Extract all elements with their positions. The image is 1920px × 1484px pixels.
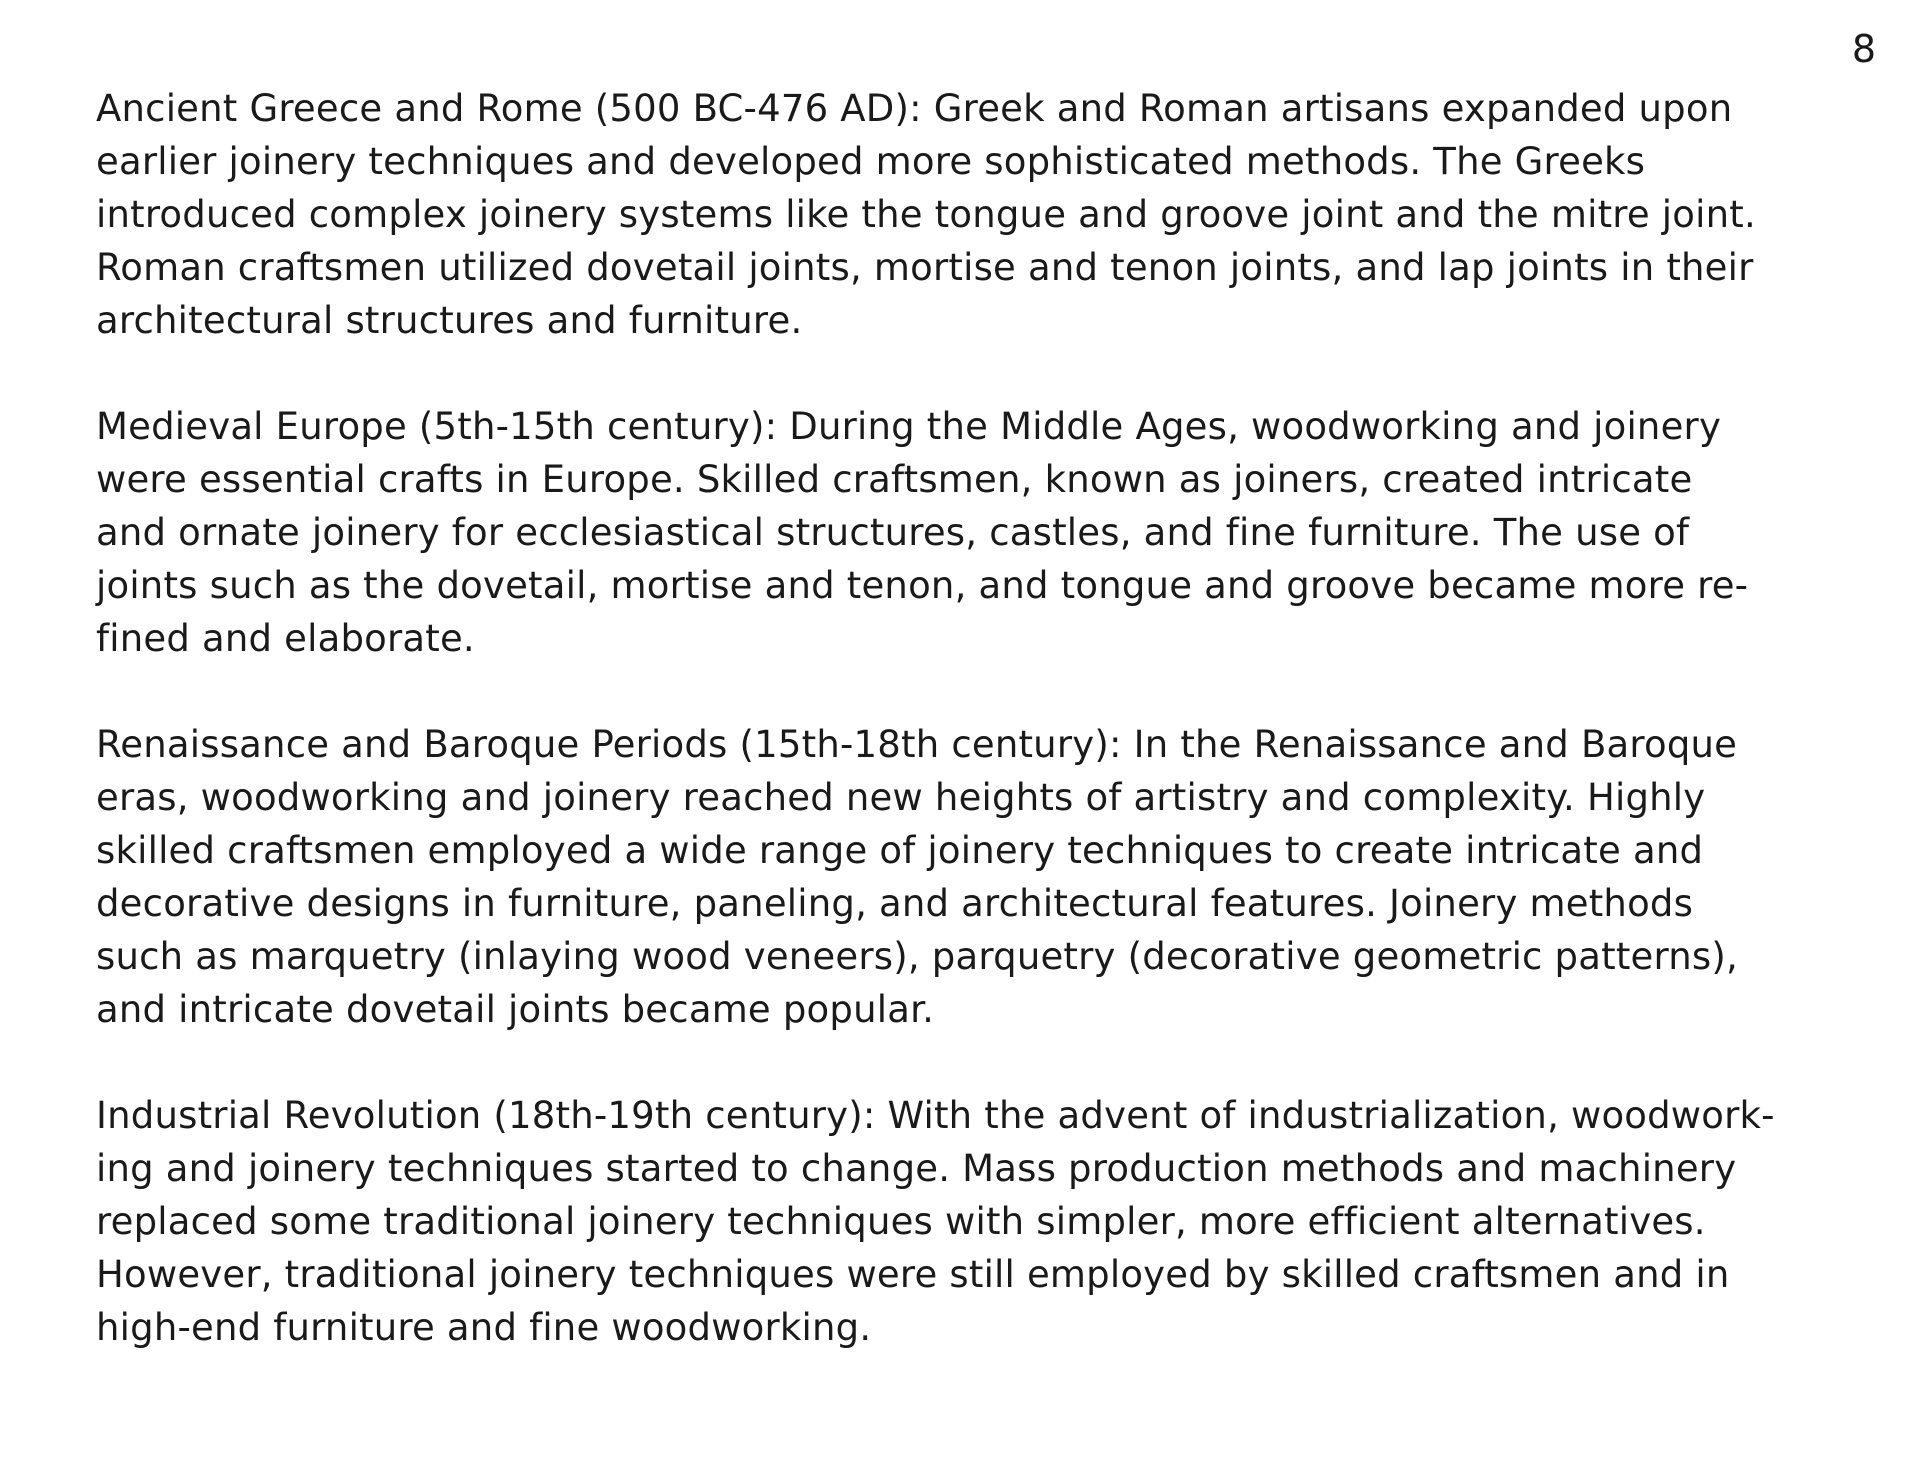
text-line: were essential crafts in Europe. Skilled craftsmen, known as joiners, created intricate	[96, 458, 1693, 501]
text-line: high-end furniture and fine woodworking.	[96, 1306, 872, 1349]
text-line: Roman craftsmen utilized dovetail joints, mortise and tenon joints, and lap joints in their	[96, 246, 1754, 289]
text-line: However, traditional joinery techniques were still employed by skilled craftsmen and in	[96, 1253, 1730, 1296]
text-line: and intricate dovetail joints became popular.	[96, 988, 935, 1031]
text-line: and ornate joinery for ecclesiastical structures, castles, and fine furniture. The use of	[96, 511, 1690, 554]
text-line: earlier joinery techniques and developed more sophisticated methods. The Greeks	[96, 140, 1646, 183]
text-line: Ancient Greece and Rome (500 BC-476 AD): Greek and Roman artisans expanded upon	[96, 87, 1733, 130]
page-number: 8	[1851, 27, 1876, 71]
text-line: eras, woodworking and joinery reached new heights of artistry and complexity. Highly	[96, 776, 1706, 819]
paragraph-medieval-europe	[96, 400, 1836, 665]
text-line: skilled craftsmen employed a wide range of joinery techniques to create intricate and	[96, 829, 1704, 872]
text-line: such as marquetry (inlaying wood veneers), parquetry (decorative geometric patterns),	[96, 935, 1738, 978]
text-line: ing and joinery techniques started to change. Mass production methods and machinery	[96, 1147, 1737, 1190]
text-line: replaced some traditional joinery techniques with simpler, more efficient alternatives.	[96, 1200, 1706, 1243]
text-line: Industrial Revolution (18th-19th century): With the advent of industrialization, woodwork-	[96, 1094, 1775, 1137]
paragraph-ancient-greece-rome	[96, 82, 1836, 347]
text-line: architectural structures and furniture.	[96, 299, 803, 342]
text-line: joints such as the dovetail, mortise and tenon, and tongue and groove became more re-	[96, 564, 1749, 607]
text-line: Renaissance and Baroque Periods (15th-18th century): In the Renaissance and Baroque	[96, 723, 1738, 766]
text-line: fined and elaborate.	[96, 617, 475, 660]
text-line: introduced complex joinery systems like the tongue and groove joint and the mitre joint.	[96, 193, 1756, 236]
paragraph-industrial-revolution	[96, 1089, 1836, 1354]
paragraph-renaissance-baroque	[96, 718, 1836, 1036]
document-body	[96, 82, 1836, 1407]
text-line: Medieval Europe (5th-15th century): During the Middle Ages, woodworking and joinery	[96, 405, 1722, 448]
text-line: decorative designs in furniture, paneling, and architectural features. Joinery methods	[96, 882, 1694, 925]
